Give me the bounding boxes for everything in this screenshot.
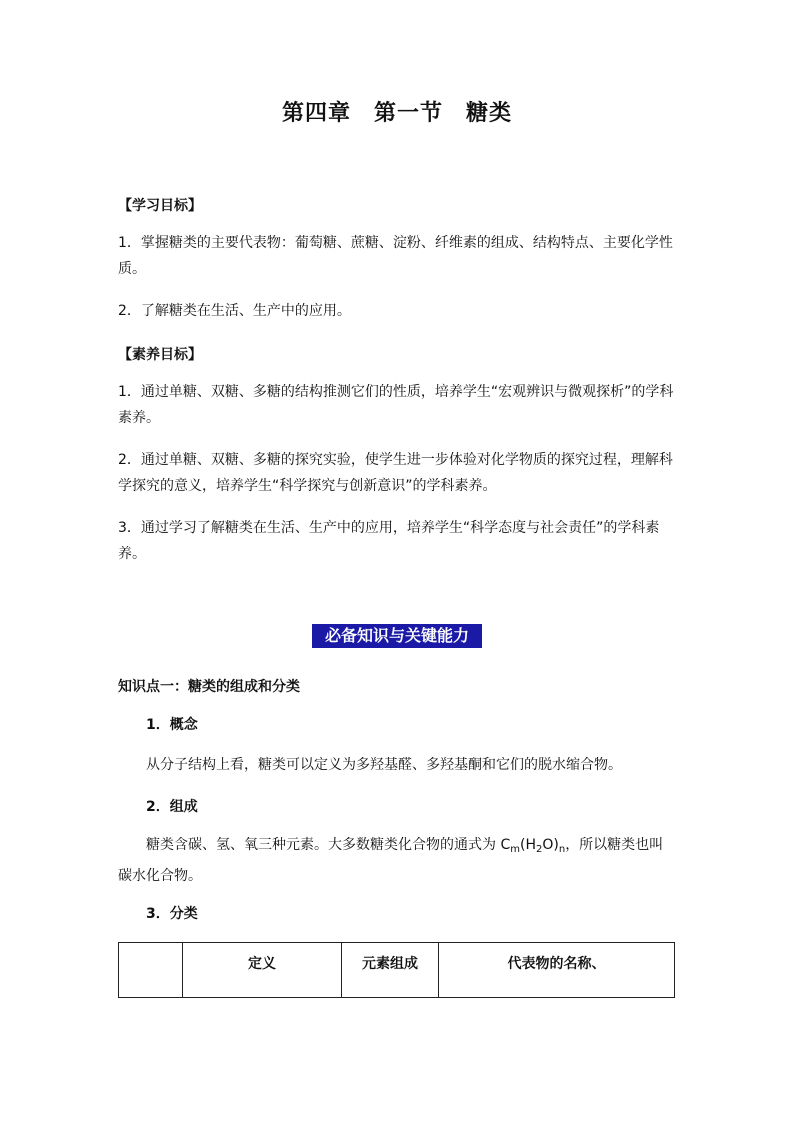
learning-goal-2: 2．了解糖类在生活、生产中的应用。 [118,303,351,319]
literacy-goals-heading: 【素养目标】 [118,347,202,363]
literacy-goal-3: 3．通过学习了解糖类在生活、生产中的应用，培养学生“科学态度与社会责任”的学科素养。 [118,520,660,562]
table-header-cell: 定义 [183,943,342,998]
section-banner: 必备知识与关键能力 [312,624,482,648]
composition-heading: 2．组成 [146,799,198,815]
knowledge-point-title: 知识点一：糖类的组成和分类 [118,679,300,695]
page-title: 第四章 第一节 糖类 [281,100,512,126]
formula-subscript-m: m [510,844,520,855]
table-header-cell: 代表物的名称、 [439,943,675,998]
table-header-row [119,943,675,998]
literacy-goal-1: 1．通过单糖、双糖、多糖的结构推测它们的性质，培养学生“宏观辨识与微观探析”的学科素养。 [118,384,674,426]
concept-text: 从分子结构上看，糖类可以定义为多羟基醛、多羟基酮和它们的脱水缩合物。 [146,757,622,773]
formula-subscript-n: n [558,844,566,855]
classification-heading: 3．分类 [146,906,198,922]
composition-text [118,832,674,889]
formula-subscript-2: 2 [535,844,543,855]
learning-goals-heading: 【学习目标】 [118,198,202,214]
literacy-goal-2: 2．通过单糖、双糖、多糖的探究实验，使学生进一步体验对化学物质的探究过程，理解科学探究的意义，培养学生“科学探究与创新意识”的学科素养。 [118,452,673,494]
table-header-cell [119,943,183,998]
formula-end: O) [542,837,559,853]
classification-table [118,942,675,998]
table-header-cell: 元素组成 [342,943,439,998]
concept-heading: 1．概念 [146,717,198,733]
composition-text-before: 糖类含碳、氢、氧三种元素。大多数糖类化合物的通式为 C [146,837,511,853]
learning-goal-1: 1．掌握糖类的主要代表物：葡萄糖、蔗糖、淀粉、纤维素的组成、结构特点、主要化学性质。 [118,235,673,277]
composition-text-after: ，所以糖类也叫碳水化合物。 [118,837,664,884]
formula-mid: (H [519,837,536,853]
